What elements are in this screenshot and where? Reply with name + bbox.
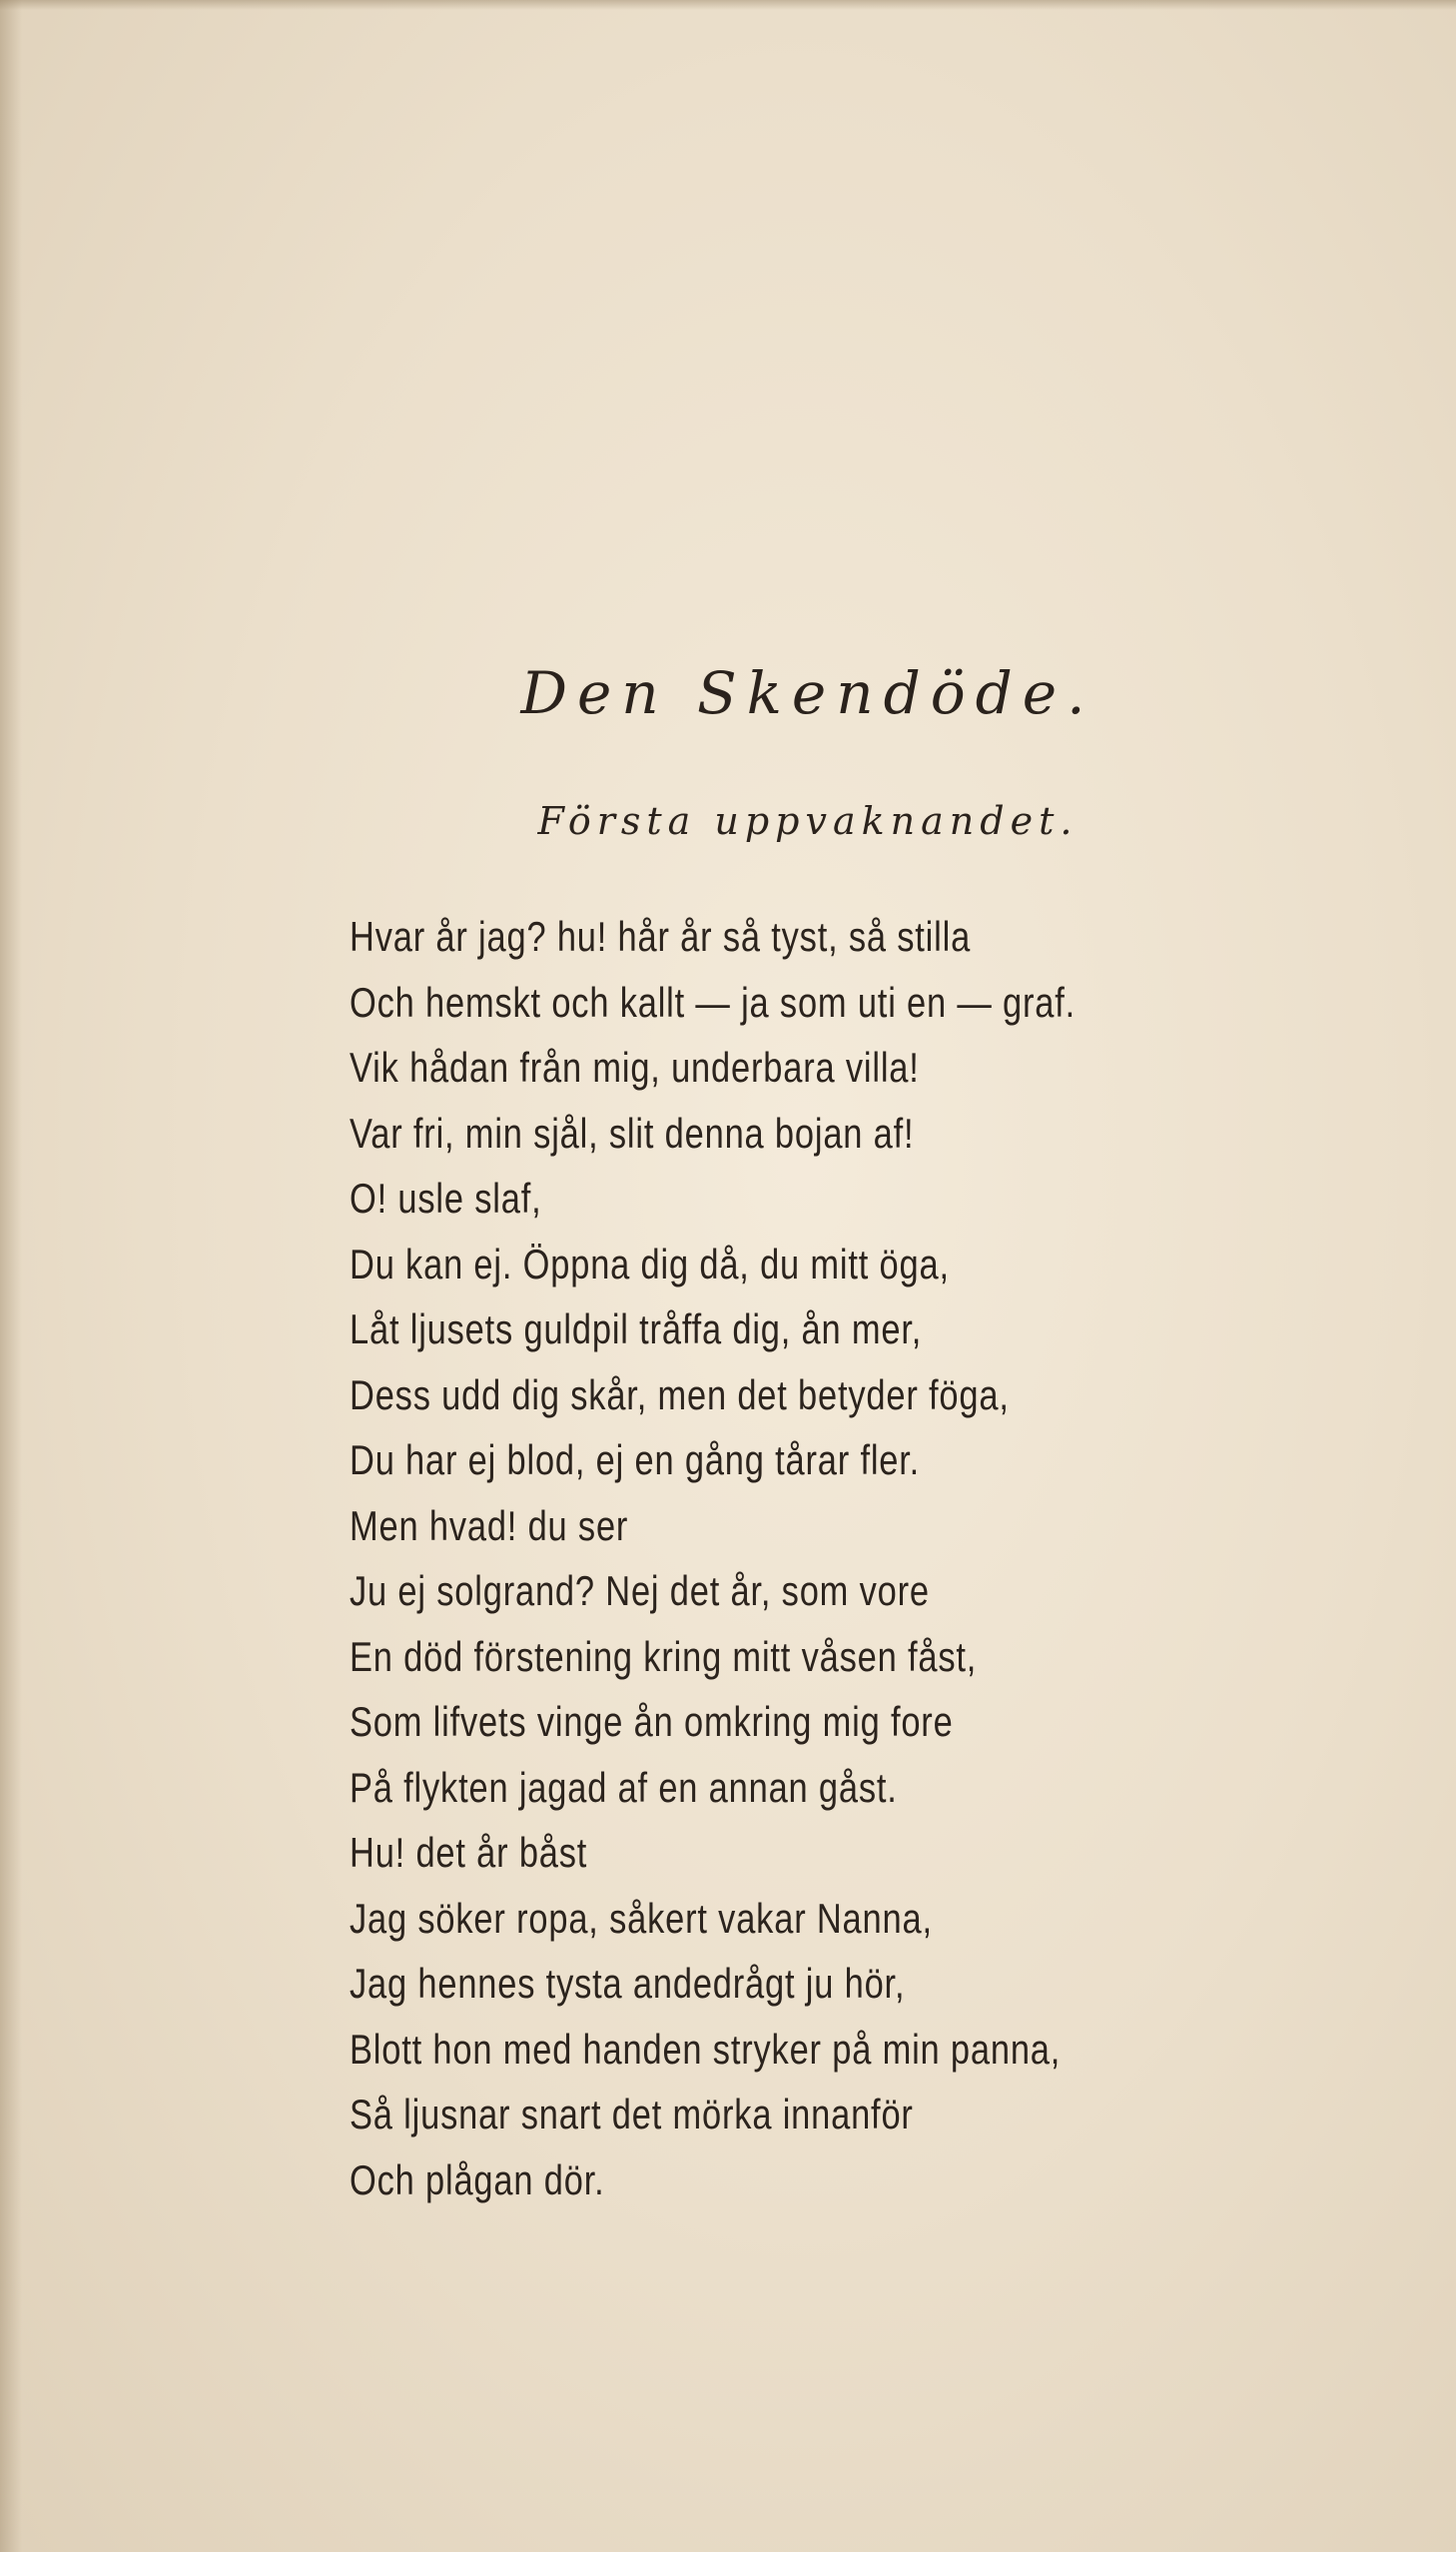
poem-line: Jag söker ropa, såkert vakar Nanna, [350, 1894, 933, 1942]
poem-line: Som lifvets vinge ån omkring mig fore [350, 1698, 954, 1745]
poem-line: Men hvad! du ser [350, 1501, 629, 1549]
section-subtitle: Första uppvaknandet. [537, 799, 1079, 843]
poem-line: Hu! det år båst [350, 1829, 588, 1876]
poem-line: O! usle slaf, [350, 1175, 542, 1222]
poem-line: Du kan ej. Öppna dig då, du mitt öga, [350, 1240, 950, 1287]
poem-line: Ju ej solgrand? Nej det år, som vore [350, 1567, 930, 1614]
poem-line: Så ljusnar snart det mörka innanför [350, 2091, 914, 2137]
poem-title: Den Skendöde. [520, 659, 1095, 727]
poem-line: Hvar år jag? hu! hår år så tyst, så stilla [350, 913, 972, 960]
poem-line: Och hemskt och kallt — ja som uti en — graf. [350, 978, 1077, 1026]
poem-line: Du har ej blod, ej en gång tårar fler. [350, 1436, 921, 1483]
poem-line: Dess udd dig skår, men det betyder föga, [350, 1370, 1010, 1418]
poem-line: På flykten jagad af en annan gåst. [350, 1763, 898, 1811]
poem-line: En död förstening kring mitt våsen fåst, [350, 1632, 978, 1680]
poem-line: Låt ljusets guldpil tråffa dig, ån mer, [350, 1305, 923, 1352]
poem-line: Och plågan dör. [350, 2155, 605, 2203]
poem-line: Blott hon med handen stryker på min panna, [350, 2025, 1062, 2073]
poem-line: Var fri, min sjål, slit denna bojan af! [350, 1109, 915, 1157]
poem-line: Jag hennes tysta andedrågt ju hör, [350, 1960, 906, 2007]
poem-line: Vik hådan från mig, underbara villa! [350, 1044, 920, 1091]
poem-body [350, 904, 1348, 2212]
